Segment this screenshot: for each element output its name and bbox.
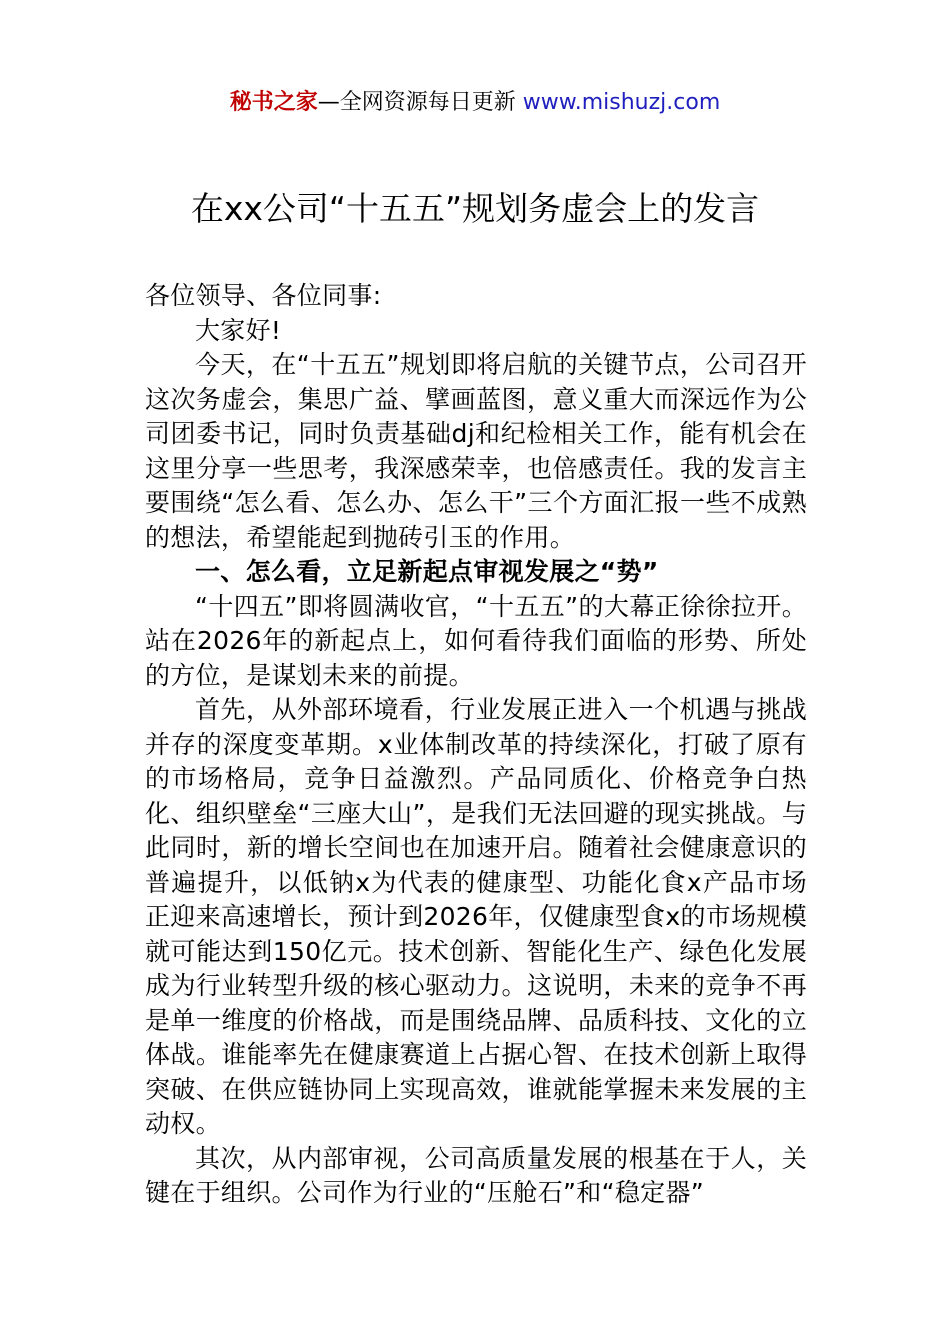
site-brand: 秘书之家 [229,90,318,115]
body-paragraph: 首先，从外部环境看，行业发展正进入一个机遇与挑战并存的深度变革期。x业体制改革的持续深化，打破了原有的市场格局，竞争日益激烈。产品同质化、价格竞争白热化、组织壁垒“三座大山”，是我们无法回避的现实挑战。与此同时，新的增长空间也在加速开启。随着社会健康意识的普遍提升，以低钠x为代表的健康型、功能化食x产品市场正迎来高速增长，预计到2026年，仅健康型食x的市场规模就可能达到150亿元。技术创新、智能化生产、绿色化发展成为行业转型升级的核心驱动力。这说明，未来的竞争不再是单一维度的价格战，而是围绕品牌、品质科技、文化的立体战。谁能率先在健康赛道上占据心智、在技术创新上取得突破、在供应链协同上实现高效，谁就能掌握未来发展的主动权。 [145,695,807,1138]
site-url-link[interactable]: www.mishuzj.com [522,90,721,115]
document-body [145,279,807,1211]
intro-paragraph: 今天，在“十五五”规划即将启航的关键节点，公司召开这次务虚会，集思广益、擘画蓝图，意义重大而深远作为公司团委书记，同时负责基础dj和纪检相关工作，能有机会在这里分享一些思考，我深感荣幸，也倍感责任。我的发言主要围绕“怎么看、怎么办、怎么干”三个方面汇报一些不成熟的想法，希望能起到抛砖引玉的作用。 [145,350,807,552]
body-paragraph: 其次，从内部审视，公司高质量发展的根基在于人，关键在于组织。公司作为行业的“压舱石”和“稳定器” [145,1143,807,1207]
section-heading: 一、怎么看，立足新起点审视发展之“势” [195,557,659,586]
body-paragraph: “十四五”即将圆满收官，“十五五”的大幕正徐徐拉开。站在2026年的新起点上，如何看待我们面临的形势、所处的方位，是谋划未来的前提。 [145,591,807,690]
greeting-paragraph: 大家好! [195,315,282,345]
site-header [0,86,950,120]
document-title: 在xx公司“十五五”规划务虚会上的发言 [190,189,760,228]
site-tagline: —全网资源每日更新 [317,90,523,115]
salutation: 各位领导、各位同事: [145,281,382,310]
